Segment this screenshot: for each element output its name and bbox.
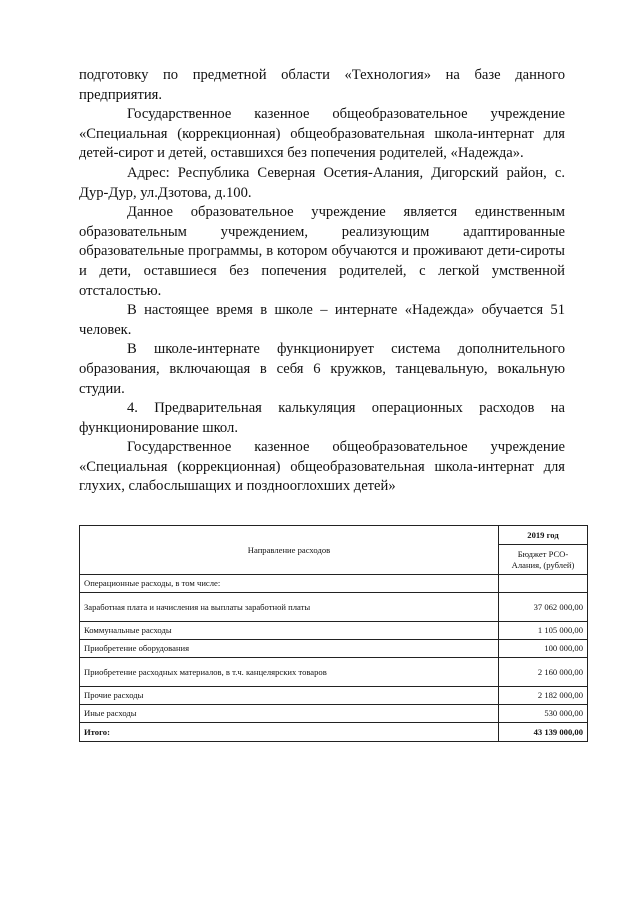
table-row [80, 640, 588, 658]
paragraph: Государственное казенное общеобразовательное учреждение «Специальная (коррекционная) общеобразовательная школа-интернат для глухих, слабослышащих и позднооглохших детей» [79, 439, 565, 495]
total-label: Итого: [80, 723, 499, 742]
table-row [80, 593, 588, 622]
paragraph: Государственное казенное общеобразовательное учреждение «Специальная (коррекционная) общеобразовательная школа-интернат для детей-сирот и детей, оставшихся без попечения родителей, «Надежда». [79, 106, 565, 162]
expense-table-wrapper [79, 525, 587, 742]
row-label: Приобретение расходных материалов, в т.ч. канцелярских товаров [80, 658, 499, 687]
table-total-row [80, 723, 588, 742]
header-budget: Бюджет РСО-Алания, (рублей) [499, 545, 588, 575]
table-row [80, 658, 588, 687]
row-label: Заработная плата и начисления на выплаты заработной платы [80, 593, 499, 622]
table-row [80, 575, 588, 593]
paragraph: подготовку по предметной области «Технология» на базе данного предприятия. [79, 67, 565, 103]
table-row [80, 622, 588, 640]
paragraph: Данное образовательное учреждение является единственным образовательным учреждением, реализующим адаптированные образовательные программы, в котором обучаются и проживают дети-сироты и дети, оставшиеся без попечения родителей, с легкой умственной отсталостью. [79, 204, 565, 299]
row-label: Коммунальные расходы [80, 622, 499, 640]
row-value: 1 105 000,00 [499, 622, 588, 640]
row-value: 2 182 000,00 [499, 687, 588, 705]
row-value: 100 000,00 [499, 640, 588, 658]
paragraph: В настоящее время в школе – интернате «Надежда» обучается 51 человек. [79, 302, 565, 338]
row-value: 37 062 000,00 [499, 593, 588, 622]
row-label: Прочие расходы [80, 687, 499, 705]
document-body [79, 66, 565, 497]
header-expense-direction: Направление расходов [80, 526, 499, 575]
expense-table [79, 525, 588, 742]
row-value [499, 575, 588, 593]
row-label: Приобретение оборудования [80, 640, 499, 658]
total-value: 43 139 000,00 [499, 723, 588, 742]
row-value: 2 160 000,00 [499, 658, 588, 687]
paragraph: Адрес: Республика Северная Осетия-Алания, Дигорский район, с. Дур-Дур, ул.Дзотова, д.100. [79, 164, 565, 201]
row-value: 530 000,00 [499, 705, 588, 723]
paragraph: 4. Предварительная калькуляция операционных расходов на функционирование школ. [79, 400, 565, 436]
table-row [80, 705, 588, 723]
row-label: Операционные расходы, в том числе: [80, 575, 499, 593]
table-row [80, 687, 588, 705]
paragraph: В школе-интернате функционирует система дополнительного образования, включающая в себя 6 кружков, танцевальную, вокальную студии. [79, 341, 565, 397]
row-label: Иные расходы [80, 705, 499, 723]
header-year: 2019 год [499, 526, 588, 545]
table-header-row [80, 526, 588, 545]
